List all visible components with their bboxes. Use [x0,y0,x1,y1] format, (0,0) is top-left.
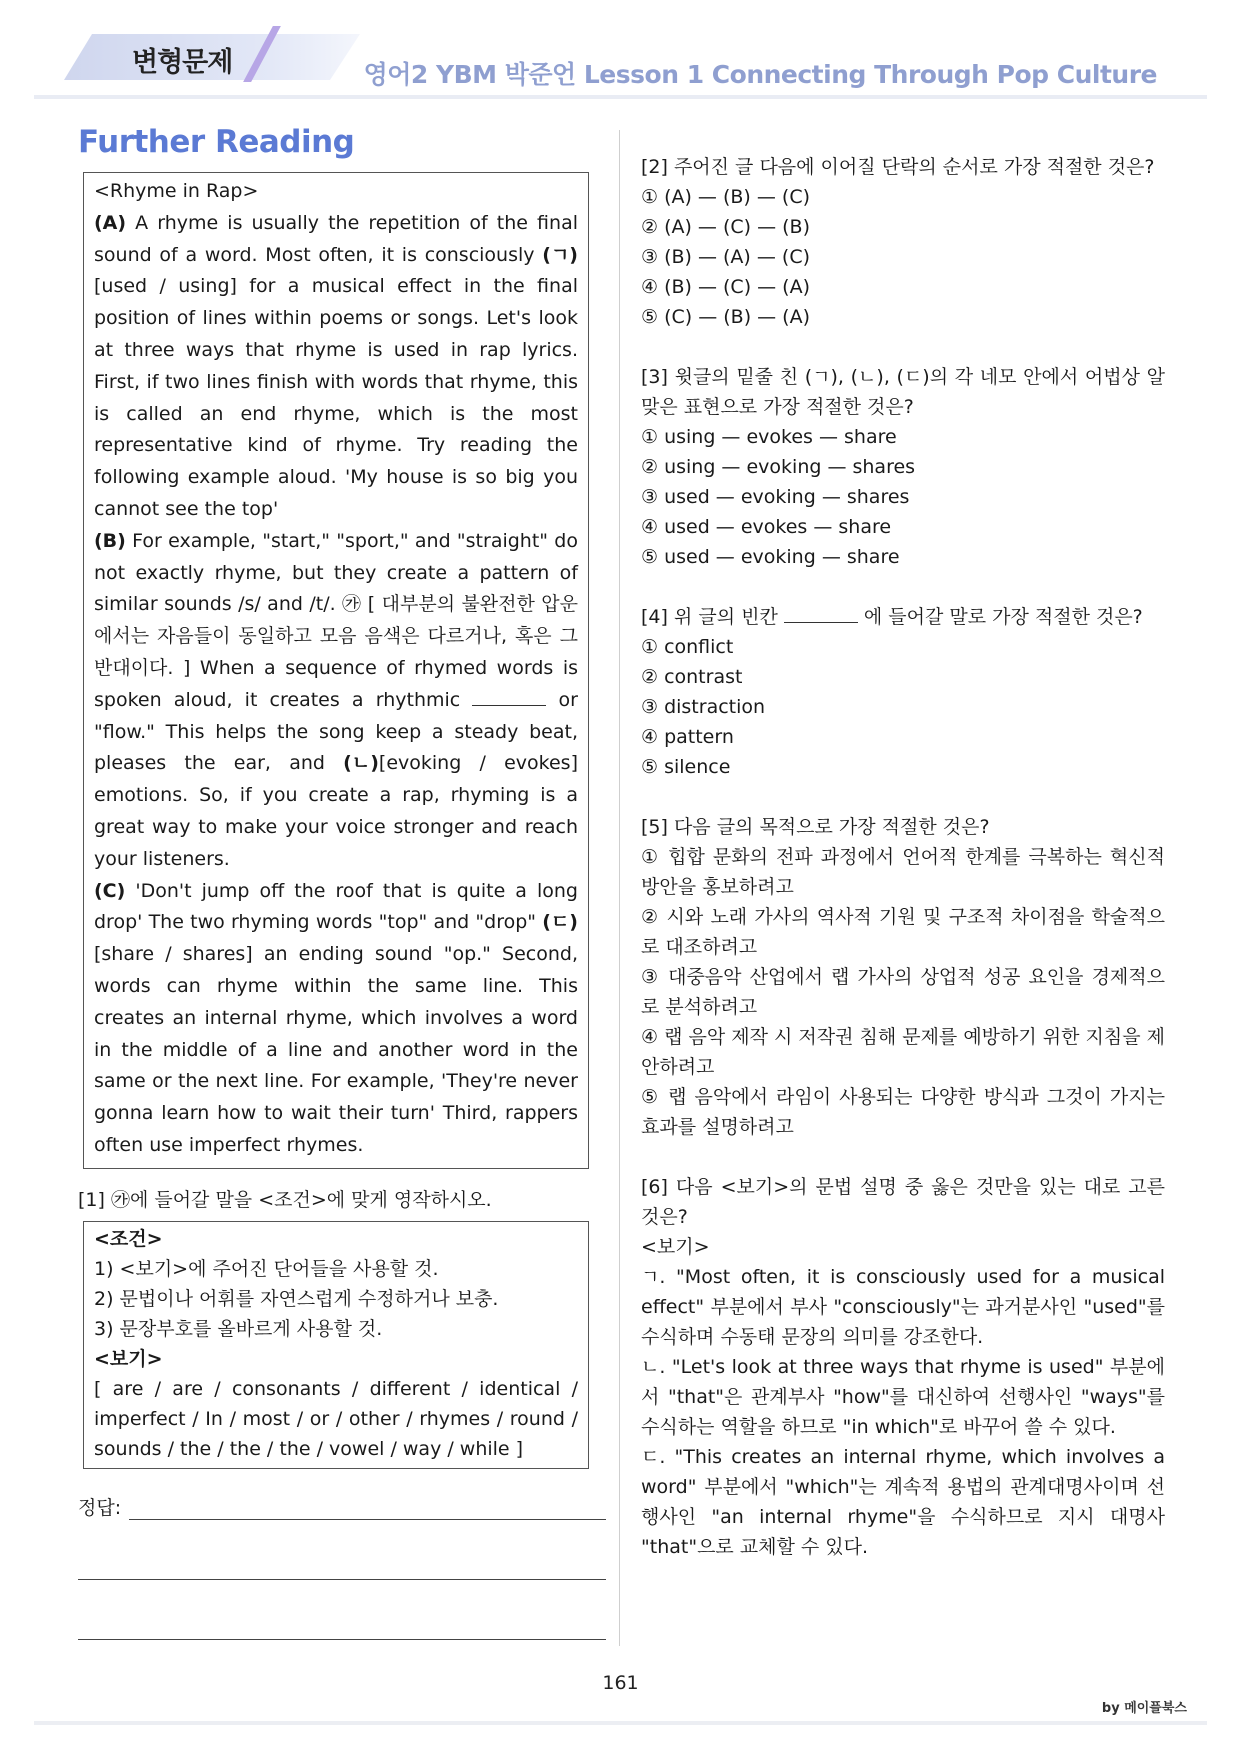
paragraph-a-text-2: [used / using] for a musical effect in the final position of lines within poems or songs. Let's look at three ways that rhyme is used in rap lyrics. First, if two lines finish with words that rhyme, this is called an end rhyme, which is the most representative kind of rhyme. Try reading the following example aloud. 'My house is so big you cannot see the top' [94,275,578,520]
answer-line-1[interactable] [129,1493,606,1520]
question-4-option: ④ pattern [641,726,734,748]
paragraph-c-text-2: [share / shares] an ending sound "op." Second, words can rhyme within the same line. This creates an internal rhyme, which involves a word in the middle of a line and another word in the same or the next line. For example, 'They're never gonna learn how to wait their turn' Third, rappers often use imperfect rhymes. [94,943,578,1156]
question-6-stem: [6] 다음 <보기>의 문법 설명 중 옳은 것만을 있는 대로 고른 것은? [641,1176,1165,1228]
question-3-option: ① using — evokes — share [641,426,897,448]
paragraph-a-text-1: A rhyme is usually the repetition of the final sound of a word. Most often, it is consciously [94,211,578,266]
page-number: 161 [602,1672,639,1694]
paragraph-b [94,526,578,876]
paragraph-a-label: (A) [94,211,127,234]
question-5 [641,812,1165,1142]
question-2-option: ⑤ (C) — (B) — (A) [641,306,811,328]
question-6-item: ㄴ. "Let's look at three ways that rhyme is used" 부분에서 "that"은 관계부사 "how"를 대신하여 선행사인 "ways"를 수식하는 역할을 하므로 "in which"로 바꾸어 쓸 수 있다. [641,1356,1165,1438]
question-3-option: ④ used — evokes — share [641,516,892,538]
reading-passage [83,172,589,1169]
answer-line-2[interactable] [78,1578,606,1580]
paragraph-c-label: (C) [94,879,126,902]
question-4 [641,602,1165,782]
answer-row [78,1493,606,1520]
question-4-option: ③ distraction [641,696,766,718]
header-title: 영어2 YBM 박준언 Lesson 1 Connecting Through Pop Culture [363,60,1157,89]
question-3-option: ⑤ used — evoking — share [641,546,900,568]
paragraph-b-text-2: or "flow." This helps the song keep a steady beat, pleases the ear, and [94,688,578,775]
column-divider [619,130,620,1646]
paragraph-b-label: (B) [94,529,126,552]
paragraph-b-text-3: [evoking / evokes] emotions. So, if you create a rap, rhyming is a great way to make your voice stronger and reach your listeners. [94,752,578,870]
question-5-stem: [5] 다음 글의 목적으로 가장 적절한 것은? [641,816,990,838]
question-2-option: ④ (B) — (C) — (A) [641,276,811,298]
question-3-option: ③ used — evoking — shares [641,486,910,508]
mark-nieun: (ㄴ) [343,752,379,775]
question-2-option: ② (A) — (C) — (B) [641,216,811,238]
conditions-heading: <조건> [94,1227,163,1250]
question-6 [641,1172,1165,1562]
answer-line-3[interactable] [78,1638,606,1640]
question-3-option: ② using — evoking — shares [641,456,916,478]
question-4-option: ⑤ silence [641,756,731,778]
paragraph-c [94,876,578,1162]
question-5-option: ② 시와 노래 가사의 역사적 기원 및 구조적 차이점을 학술적으로 대조하려고 [641,906,1165,958]
answer-label: 정답: [78,1496,122,1519]
passage-heading: <Rhyme in Rap> [94,180,259,202]
question-2-stem: [2] 주어진 글 다음에 이어질 단락의 순서로 가장 적절한 것은? [641,156,1155,178]
question-2 [641,152,1165,332]
question-5-option: ① 힙합 문화의 전파 과정에서 언어적 한계를 극복하는 혁신적 방안을 홍보하려고 [641,846,1165,898]
question-5-option: ③ 대중음악 산업에서 랩 가사의 상업적 성공 요인을 경제적으로 분석하려고 [641,966,1165,1018]
paragraph-b-text-1: For example, "start," "sport," and "straight" do not exactly rhyme, but they create a pattern of similar sounds /s/ and /t/. ㉮ [ 대부분의 불완전한 압운에서는 자음들이 동일하고 모음 음색은 다르거나, 혹은 그 반대이다. ] When a sequence of rhymed words is spoken aloud, it creates a rhythmic [94,529,578,711]
footer-divider [34,1721,1207,1725]
question-6-item: ㄷ. "This creates an internal rhyme, which involves a word" 부분에서 "which"는 계속적 용법의 관계대명사이며 선행사인 "an internal rhyme"을 수식하므로 지시 대명사 "that"으로 교체할 수 있다. [641,1446,1165,1558]
question-5-option: ④ 랩 음악 제작 시 저작권 침해 문제를 예방하기 위한 지침을 제안하려고 [641,1026,1165,1078]
condition-2: 2) 문법이나 어휘를 자연스럽게 수정하거나 보충. [94,1287,499,1310]
question-6-item: ㄱ. "Most often, it is consciously used for a musical effect" 부분에서 부사 "consciously"는 과거분사인 "used"를 수식하며 수동태 문장의 의미를 강조한다. [641,1266,1165,1348]
question-4-option: ② contrast [641,666,743,688]
mark-giyeok: (ㄱ) [542,243,578,266]
question-2-option: ① (A) — (B) — (C) [641,186,811,208]
paragraph-a [94,208,578,526]
right-column [641,152,1165,1592]
mark-digeut: (ㄷ) [542,911,578,934]
bogi-heading: <보기> [94,1347,163,1370]
question-1-stem: [1] ㉮에 들어갈 말을 <조건>에 맞게 영작하시오. [78,1188,492,1211]
condition-1: 1) <보기>에 주어진 단어들을 사용할 것. [94,1257,439,1280]
left-column [78,124,606,1640]
header-divider [34,95,1207,99]
question-4-blank [784,604,858,623]
section-title: Further Reading [78,124,355,160]
bogi-words: [ are / are / consonants / different / identical / imperfect / In / most / or / other / rhymes / round / sounds / the / the / the / vowel / way / while ] [94,1377,578,1460]
question-6-bogi: <보기> [641,1236,710,1258]
brand-credit: by 메이플북스 [1101,1701,1187,1716]
paragraph-c-text-1: 'Don't jump off the roof that is quite a long drop' The two rhyming words "top" and "drop" [94,879,578,934]
question-4-stem-end: 에 들어갈 말로 가장 적절한 것은? [857,606,1143,628]
question-5-option: ⑤ 랩 음악에서 라임이 사용되는 다양한 방식과 그것이 가지는 효과를 설명하려고 [641,1086,1165,1138]
question-4-option: ① conflict [641,636,734,658]
question-2-option: ③ (B) — (A) — (C) [641,246,811,268]
question-3 [641,362,1165,572]
conditions-box [83,1221,589,1469]
header-badge: 변형문제 [132,47,233,78]
condition-3: 3) 문장부호를 올바르게 사용할 것. [94,1317,383,1340]
question-4-stem-start: [4] 위 글의 빈칸 [641,606,784,628]
question-3-stem: [3] 윗글의 밑줄 친 (ㄱ), (ㄴ), (ㄷ)의 각 네모 안에서 어법상 알맞은 표현으로 가장 적절한 것은? [641,366,1165,418]
question-4-stem [641,602,1165,632]
passage-blank [472,687,546,706]
